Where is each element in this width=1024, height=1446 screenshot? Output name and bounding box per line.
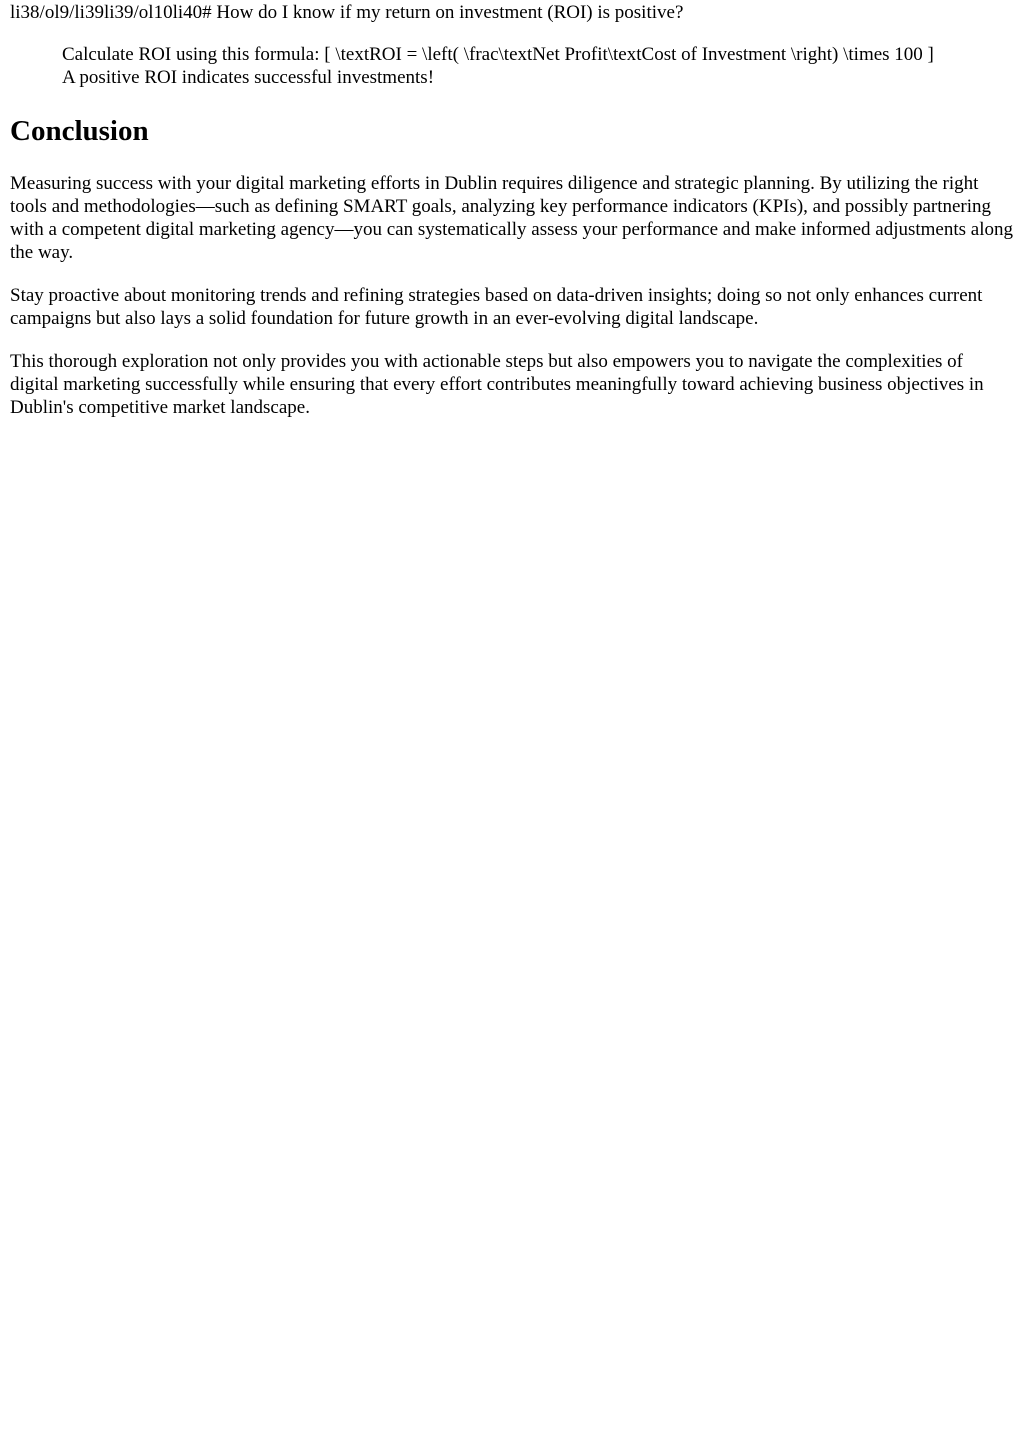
faq-answer-summary: A positive ROI indicates successful investments! — [62, 67, 435, 88]
document-page — [10, 0, 1014, 419]
faq-question: li38/ol9/li39li39/ol10li40# How do I know if my return on investment (ROI) is positive? — [10, 2, 684, 23]
faq-answer-formula: Calculate ROI using this formula: [ \textROI = \left( \frac\textNet Profit\textCost of Investment \right) \times 100 ] — [62, 44, 934, 65]
faq-answer — [62, 43, 1022, 89]
conclusion-heading: Conclusion — [10, 115, 149, 147]
conclusion-paragraph-1: Measuring success with your digital marketing efforts in Dublin requires diligence and strategic planning. By utilizing the right tools and methodologies—such as defining SMART goals, analyzing key performance indicators (KPIs), and possibly partnering with a competent digital marketing agency—you can systematically assess your performance and make informed adjustments along the way. — [10, 173, 1014, 263]
conclusion-paragraph-2: Stay proactive about monitoring trends and refining strategies based on data-driven insights; doing so not only enhances current campaigns but also lays a solid foundation for future growth in an ever-evolving digital landscape. — [10, 285, 983, 329]
conclusion-paragraph-3: This thorough exploration not only provides you with actionable steps but also empowers you to navigate the complexities of digital marketing successfully while ensuring that every effort contributes meaningfully toward achieving business objectives in Dublin's competitive market landscape. — [10, 351, 984, 418]
